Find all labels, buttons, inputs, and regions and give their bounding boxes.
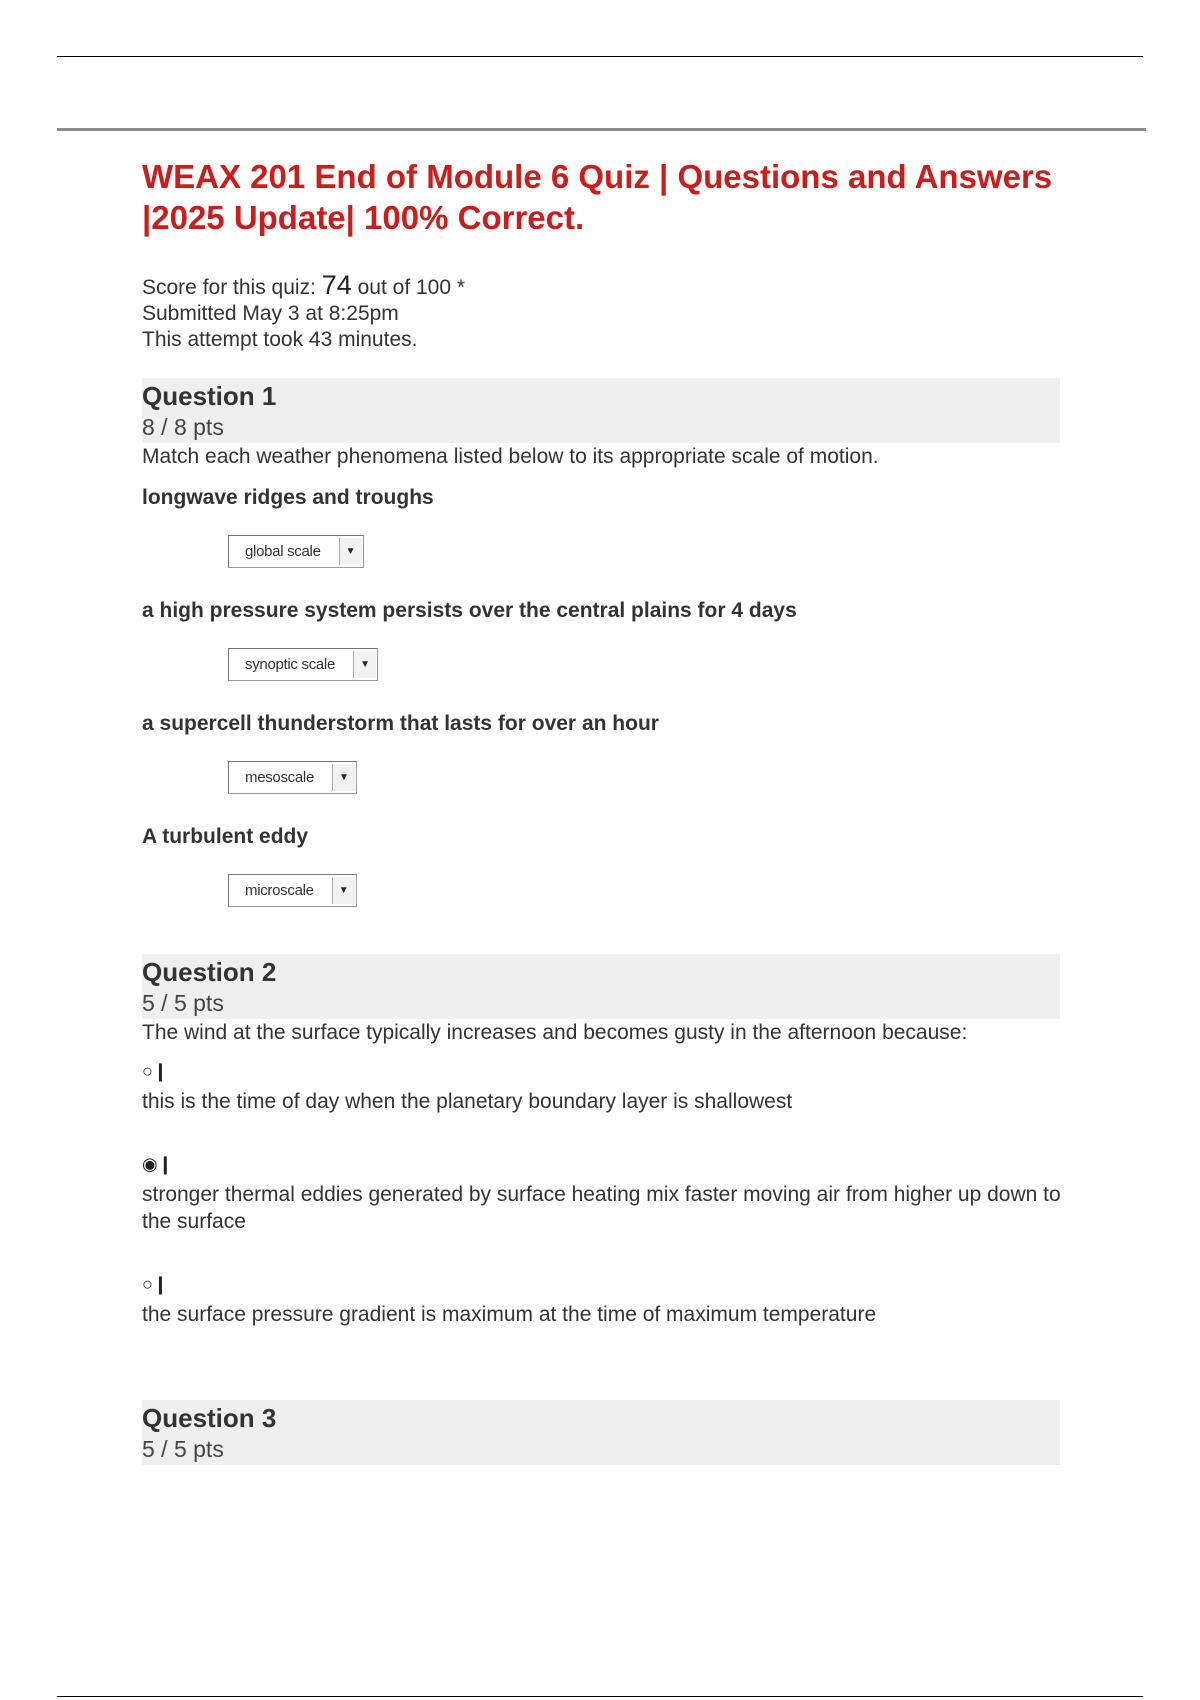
- match-label: a high pressure system persists over the central plains for 4 days: [142, 599, 797, 622]
- answer-option: this is the time of day when the planetary boundary layer is shallowest: [142, 1090, 793, 1113]
- scale-dropdown[interactable]: [228, 874, 357, 907]
- answer-option: the surface pressure gradient is maximum at the time of maximum temperature: [142, 1303, 877, 1326]
- score-block: [142, 272, 1062, 353]
- dropdown-value: mesoscale: [245, 769, 314, 786]
- dropdown-value: microscale: [245, 882, 314, 899]
- submitted-line: Submitted May 3 at 8:25pm: [142, 302, 399, 325]
- question-header: [142, 1400, 1060, 1465]
- question-header: [142, 954, 1060, 1019]
- question-title: Question 2: [142, 957, 277, 987]
- radio-empty-icon[interactable]: ○❙: [142, 1061, 168, 1081]
- question-title: Question 3: [142, 1403, 277, 1433]
- match-label: longwave ridges and troughs: [142, 486, 434, 509]
- chevron-down-icon: ▼: [332, 877, 355, 904]
- header-divider: [57, 128, 1146, 131]
- question-text: The wind at the surface typically increases and becomes gusty in the afternoon because:: [142, 1021, 968, 1044]
- radio-filled-icon[interactable]: ◉❙: [142, 1154, 173, 1174]
- question-header: [142, 378, 1060, 443]
- match-label: A turbulent eddy: [142, 825, 309, 848]
- dropdown-value: synoptic scale: [245, 656, 336, 673]
- answer-option: stronger thermal eddies generated by surface heating mix faster moving air from higher up down to the surface: [142, 1183, 1061, 1233]
- match-label: a supercell thunderstorm that lasts for over an hour: [142, 712, 659, 735]
- question-title: Question 1: [142, 381, 277, 411]
- chevron-down-icon: ▼: [332, 764, 355, 791]
- scale-dropdown[interactable]: [228, 648, 378, 681]
- duration-line: This attempt took 43 minutes.: [142, 328, 418, 351]
- question-points: 5 / 5 pts: [142, 990, 224, 1016]
- page-title: WEAX 201 End of Module 6 Quiz | Questions and Answers |2025 Update| 100% Correct.: [142, 158, 1053, 236]
- chevron-down-icon: ▼: [353, 651, 376, 678]
- dropdown-value: global scale: [245, 543, 321, 560]
- top-rule: [57, 56, 1143, 57]
- question-text: Match each weather phenomena listed below to its appropriate scale of motion.: [142, 445, 879, 468]
- scale-dropdown[interactable]: [228, 535, 364, 568]
- document-body: [142, 150, 1062, 1465]
- score-line: Score for this quiz: 74 out of 100 *: [142, 270, 466, 300]
- match-select-wrap: [228, 648, 1062, 682]
- question-points: 5 / 5 pts: [142, 1436, 224, 1462]
- match-select-wrap: [228, 535, 1062, 569]
- radio-empty-icon[interactable]: ○❙: [142, 1274, 168, 1294]
- match-select-wrap: [228, 874, 1062, 908]
- score-value: 74: [321, 270, 352, 300]
- chevron-down-icon: ▼: [339, 538, 362, 565]
- question-points: 8 / 8 pts: [142, 414, 224, 440]
- match-select-wrap: [228, 761, 1062, 795]
- bottom-rule: [57, 1696, 1143, 1697]
- scale-dropdown[interactable]: [228, 761, 357, 794]
